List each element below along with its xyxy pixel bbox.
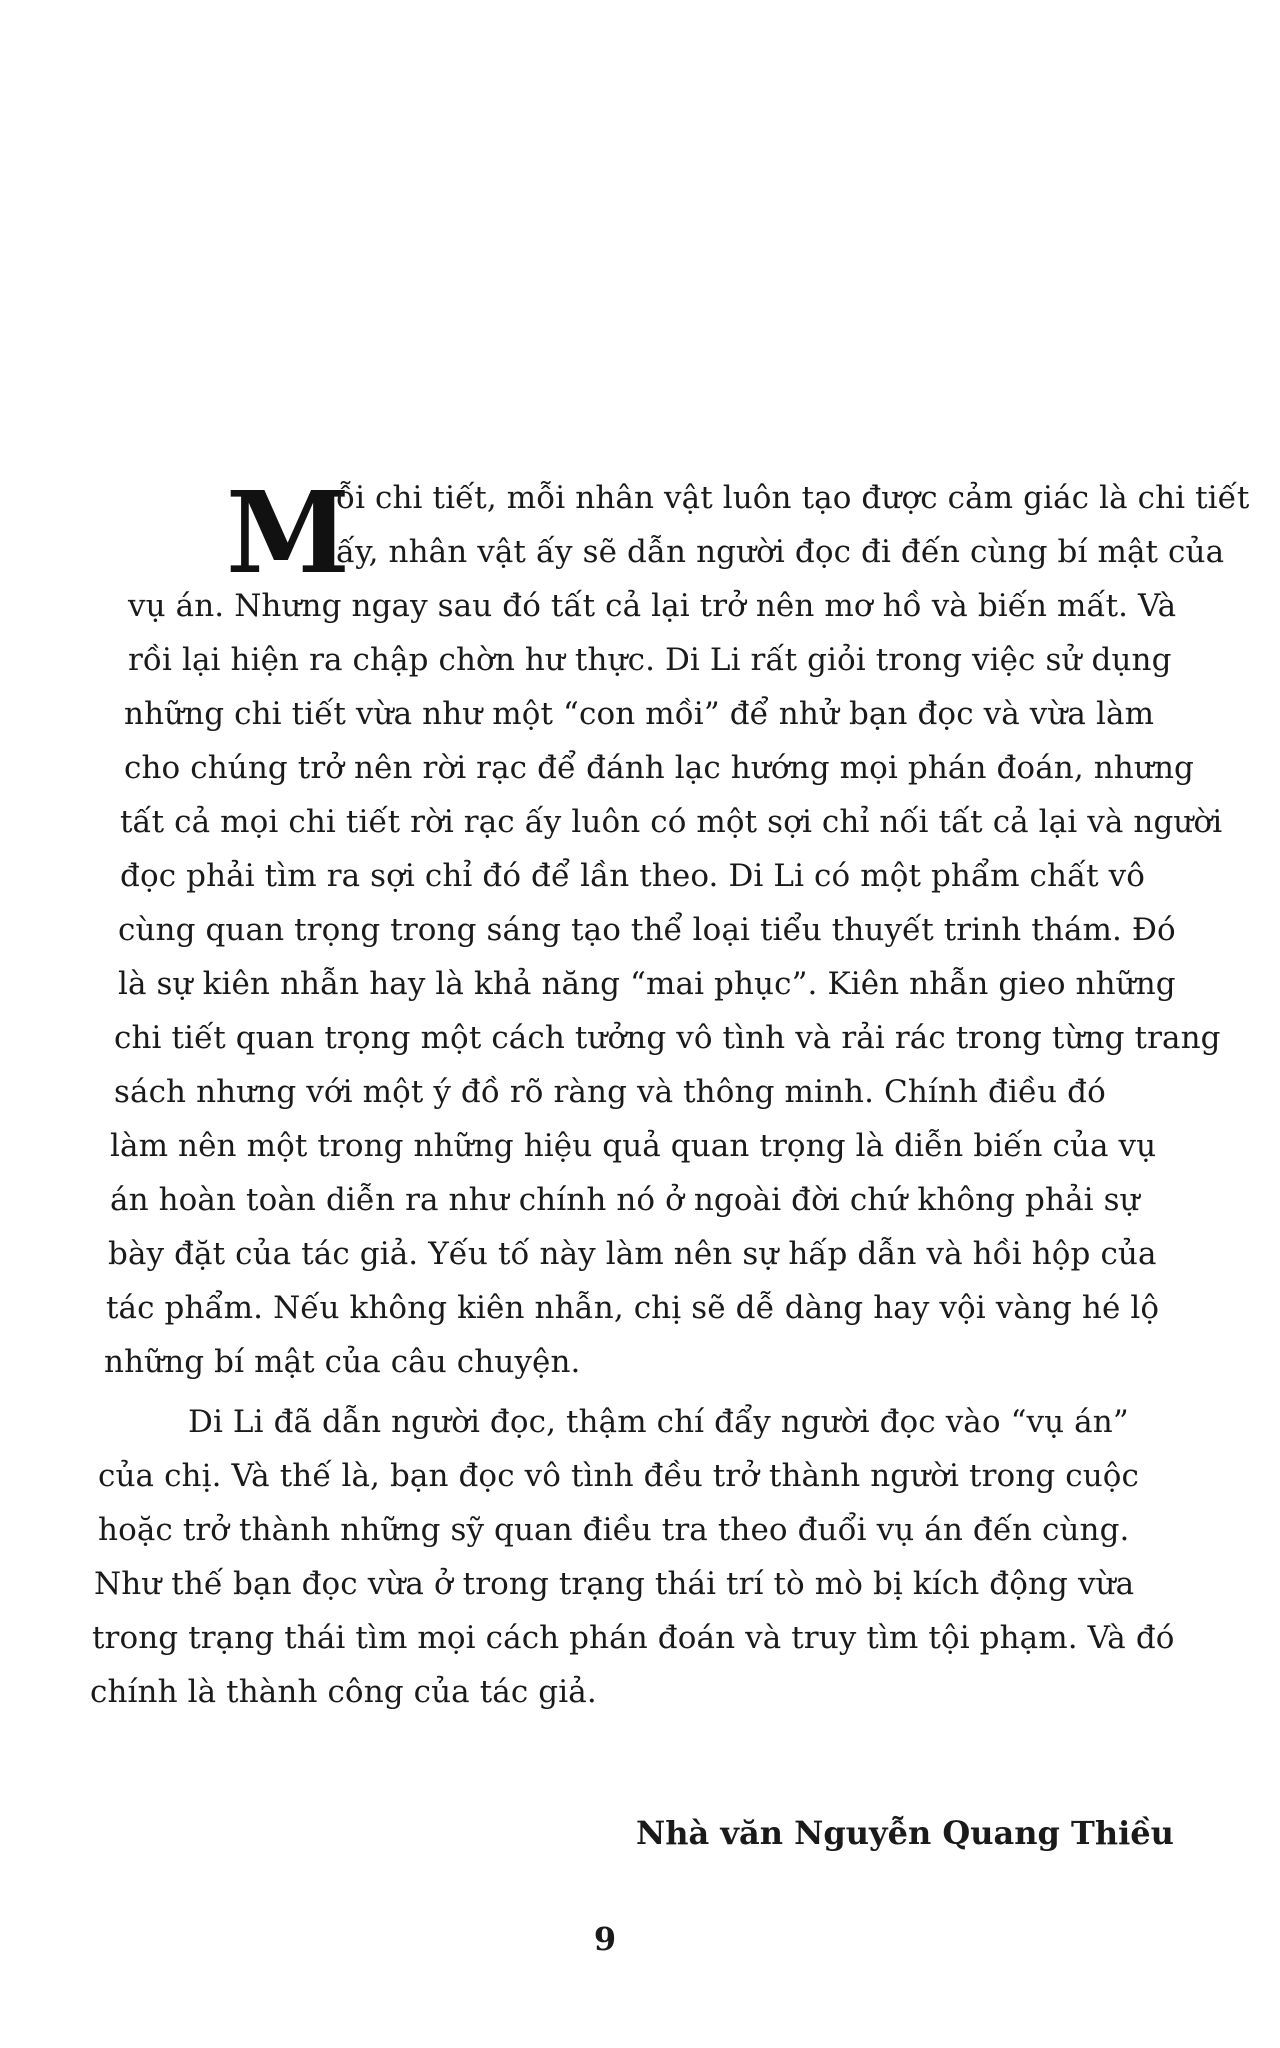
drop-cap: M (226, 468, 350, 599)
text-line: rồi lại hiện ra chập chờn hư thực. Di Li rất giỏi trong việc sử dụng (128, 642, 1172, 678)
text-line: trong trạng thái tìm mọi cách phán đoán và truy tìm tội phạm. Và đó (92, 1620, 1175, 1656)
page-number: 9 (593, 1920, 617, 1958)
text-line: chính là thành công của tác giả. (90, 1674, 597, 1710)
text-line: Như thế bạn đọc vừa ở trong trạng thái trí tò mò bị kích động vừa (94, 1566, 1135, 1602)
text-line: hoặc trở thành những sỹ quan điều tra theo đuổi vụ án đến cùng. (98, 1512, 1130, 1548)
text-line: tác phẩm. Nếu không kiên nhẫn, chị sẽ dễ dàng hay vội vàng hé lộ (106, 1290, 1160, 1326)
author-signature: Nhà văn Nguyễn Quang Thiều (636, 1814, 1174, 1852)
text-line: ấy, nhân vật ấy sẽ dẫn người đọc đi đến cùng bí mật của (336, 534, 1225, 570)
text-line: những bí mật của câu chuyện. (104, 1344, 581, 1380)
text-line: án hoàn toàn diễn ra như chính nó ở ngoài đời chứ không phải sự (110, 1182, 1140, 1218)
text-line: sách nhưng với một ý đồ rõ ràng và thông minh. Chính điều đó (114, 1074, 1106, 1110)
text-line: chi tiết quan trọng một cách tưởng vô tình và rải rác trong từng trang (114, 1020, 1221, 1056)
text-line: những chi tiết vừa như một “con mồi” để nhử bạn đọc và vừa làm (124, 696, 1155, 732)
text-line: là sự kiên nhẫn hay là khả năng “mai phục”. Kiên nhẫn gieo những (118, 966, 1176, 1002)
text-line: ỗi chi tiết, mỗi nhân vật luôn tạo được cảm giác là chi tiết (336, 480, 1250, 516)
text-line: cho chúng trở nên rời rạc để đánh lạc hướng mọi phán đoán, nhưng (124, 750, 1194, 786)
text-line: tất cả mọi chi tiết rời rạc ấy luôn có một sợi chỉ nối tất cả lại và người (120, 804, 1223, 840)
text-line: cùng quan trọng trong sáng tạo thể loại tiểu thuyết trinh thám. Đó (118, 912, 1176, 948)
text-line: vụ án. Nhưng ngay sau đó tất cả lại trở nên mơ hồ và biến mất. Và (128, 588, 1177, 624)
text-line: Di Li đã dẫn người đọc, thậm chí đẩy người đọc vào “vụ án” (188, 1404, 1129, 1440)
text-line: đọc phải tìm ra sợi chỉ đó để lần theo. Di Li có một phẩm chất vô (120, 858, 1146, 894)
text-line: của chị. Và thế là, bạn đọc vô tình đều trở thành người trong cuộc (98, 1458, 1139, 1494)
text-line: bày đặt của tác giả. Yếu tố này làm nên sự hấp dẫn và hồi hộp của (108, 1236, 1157, 1272)
text-line: làm nên một trong những hiệu quả quan trọng là diễn biến của vụ (110, 1128, 1157, 1164)
